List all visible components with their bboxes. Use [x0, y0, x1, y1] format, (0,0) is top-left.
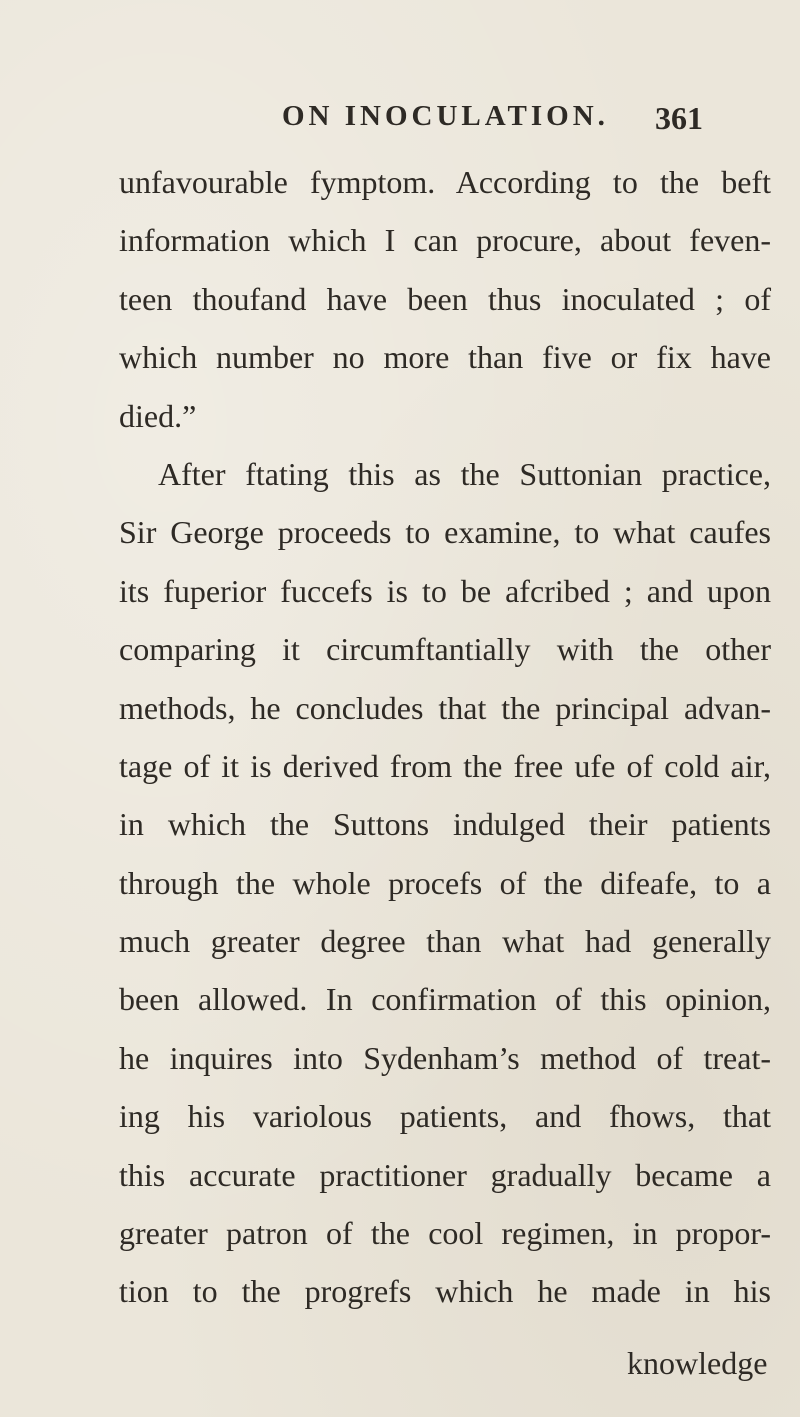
text-line: in which the Suttons indulged their patients — [119, 806, 771, 843]
text-line: died.” — [119, 397, 197, 434]
text-line: After ftating this as the Suttonian practice, — [158, 455, 771, 492]
catchword: knowledge — [627, 1345, 768, 1381]
text-line: methods, he concludes that the principal advan- — [119, 689, 771, 726]
text-line: information which I can procure, about feven- — [119, 222, 771, 259]
text-line: ing his variolous patients, and fhows, that — [119, 1098, 771, 1135]
body-text — [119, 153, 771, 1321]
text-line: comparing it circumftantially with the other — [119, 631, 771, 668]
text-line: tage of it is derived from the free ufe of cold air, — [119, 747, 771, 784]
text-line: been allowed. In confirmation of this opinion, — [119, 981, 771, 1018]
text-line: teen thoufand have been thus inoculated ; of — [119, 280, 771, 317]
text-line: Sir George proceeds to examine, to what caufes — [119, 514, 771, 551]
text-line: through the whole procefs of the difeafe, to a — [119, 864, 771, 901]
text-line: he inquires into Sydenham’s method of treat- — [119, 1039, 771, 1076]
text-line: greater patron of the cool regimen, in propor- — [119, 1215, 771, 1252]
text-line: this accurate practitioner gradually became a — [119, 1156, 771, 1193]
text-line: much greater degree than what had generally — [119, 923, 771, 960]
running-title: ON INOCULATION. — [282, 100, 609, 132]
running-head — [0, 100, 800, 140]
text-line: which number no more than five or fix have — [119, 339, 771, 376]
text-line: tion to the progrefs which he made in his — [119, 1273, 771, 1310]
page-number: 361 — [655, 100, 703, 136]
text-line: its fuperior fuccefs is to be afcribed ; and upon — [119, 572, 771, 609]
text-line: unfavourable fymptom. According to the beft — [119, 164, 771, 200]
